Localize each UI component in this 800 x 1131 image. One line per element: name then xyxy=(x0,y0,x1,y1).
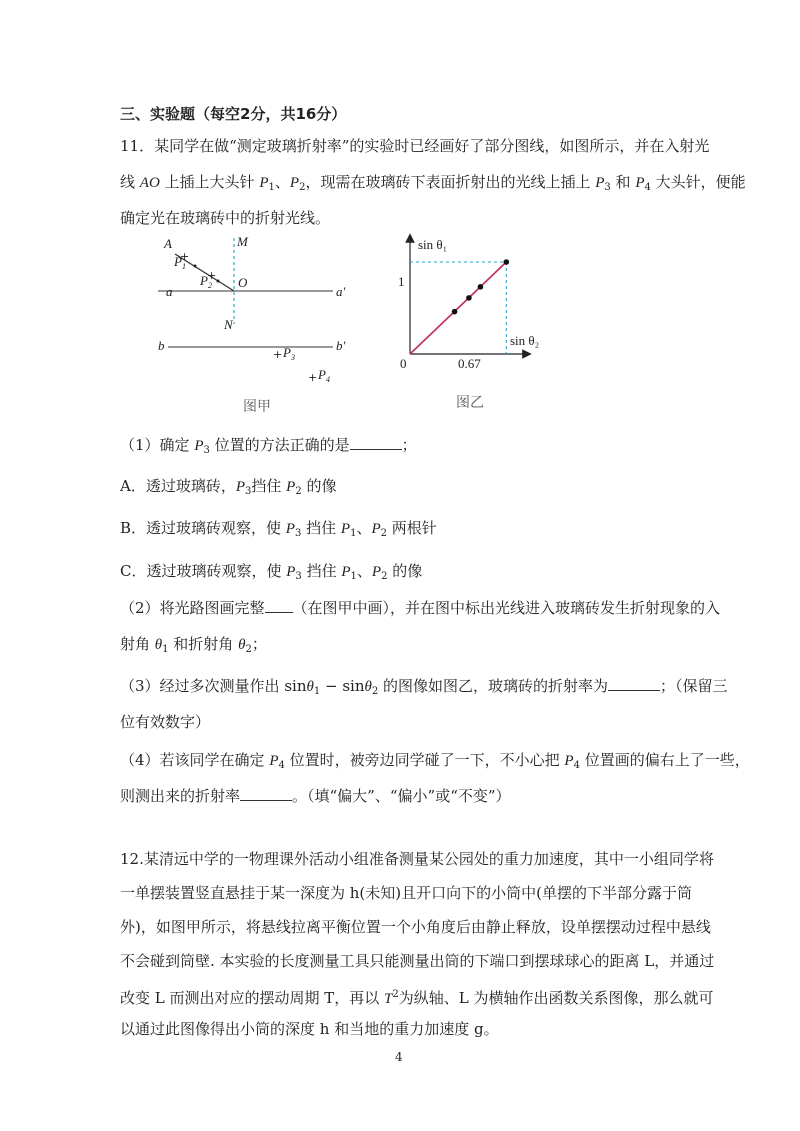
figure-yi-chart xyxy=(392,232,562,382)
label-A: A xyxy=(164,236,172,251)
page-number: 4 xyxy=(395,1050,403,1064)
label-N: N xyxy=(224,317,233,332)
answer-blank-3[interactable] xyxy=(608,676,660,691)
data-point-1 xyxy=(452,309,458,315)
label-P4: $P_4$ xyxy=(318,367,330,384)
section-title: 三、实验题（每空2分，共16分） xyxy=(120,105,347,123)
y-tick-label: 1 xyxy=(398,274,405,289)
x-tick-label: 0.67 xyxy=(458,356,481,371)
data-point-4 xyxy=(504,259,510,265)
q12-line4: 不会碰到筒壁. 本实验的长度测量工具只能测量出筒的下端口到摆球球心的距离 L，并通过 xyxy=(120,952,715,970)
label-b: b xyxy=(158,338,165,353)
x-axis-label: sin θ₂ xyxy=(510,333,540,348)
pin-p1-dot xyxy=(194,265,197,268)
q11-intro-line3: 确定光在玻璃砖中的折射光线。 xyxy=(120,209,331,227)
pin-p2-mark: + xyxy=(207,269,217,282)
q11-sub3-line2: 位有效数字） xyxy=(120,713,211,731)
label-O: O xyxy=(238,275,248,290)
q11-intro-line1: 11．某同学在做“测定玻璃折射率”的实验时已经画好了部分图线，如图所示，并在入射光 xyxy=(120,137,710,155)
label-a-prime: a′ xyxy=(336,284,346,299)
q12-line6: 以通过此图像得出小筒的深度 h 和当地的重力加速度 g。 xyxy=(120,1020,499,1038)
label-P3: $P_3$ xyxy=(283,345,295,362)
label-P1: $P_1$ xyxy=(174,254,186,271)
option-c: C．透过玻璃砖观察，使 $P_3$ 挡住 $P_1$、$P_2$ 的像 xyxy=(120,562,423,582)
q12-line5: 改变 L 而测出对应的摆动周期 T，再以 $T^2$为纵轴、L 为横轴作出函数关系图像，那么就可 xyxy=(120,989,714,1007)
label-b-prime: b′ xyxy=(336,338,346,353)
y-axis-label: sin θ₁ xyxy=(418,237,448,252)
q12-line2: 一单摆装置竖直悬挂于某一深度为 h(未知)且开口向下的小筒中(单摆的下半部分露于筒 xyxy=(120,884,692,902)
data-point-3 xyxy=(478,284,484,290)
q11-sub4-line1: （4）若该同学在确定 $P_4$ 位置时，被旁边同学碰了一下，不小心把 $P_4$ 位置画的偏右上了一些， xyxy=(120,751,750,771)
label-P2: $P_2$ xyxy=(200,273,212,290)
pin-p3-mark: + xyxy=(273,348,283,361)
option-b: B．透过玻璃砖观察，使 $P_3$ 挡住 $P_1$、$P_2$ 两根针 xyxy=(120,519,437,539)
figure-jia-caption: 图甲 xyxy=(243,399,271,415)
pin-p4-mark: + xyxy=(308,371,318,384)
figure-yi-caption: 图乙 xyxy=(456,395,484,411)
option-a: A．透过玻璃砖，$P_3$挡住 $P_2$ 的像 xyxy=(120,477,337,497)
label-M: M xyxy=(237,234,248,249)
answer-blank-2[interactable] xyxy=(265,598,293,613)
data-point-2 xyxy=(466,295,472,301)
figure-jia xyxy=(158,230,358,410)
q11-sub3-line1: （3）经过多次测量作出 sinθ$_1$ − sinθ$_2$ 的图像如图乙，玻璃砖的折射率为 ；（保留三 xyxy=(120,677,728,697)
pin-p1-mark: + xyxy=(180,250,190,263)
q11-sub2-line2: 射角 $\theta_1$ 和折射角 $\theta_2$； xyxy=(120,635,267,655)
origin-label: 0 xyxy=(400,356,407,371)
label-a: a xyxy=(166,284,173,299)
q11-intro-line2: 线 AO 上插上大头针 $P_1$、$P_2$，现需在玻璃砖下表面折射出的光线上插上 $P_3$ 和 $P_4$ 大头针，便能 xyxy=(120,173,746,193)
q11-sub4-line2: 则测出来的折射率 。（填“偏大”、“偏小”或“不变”） xyxy=(120,787,511,805)
series-line xyxy=(410,262,506,354)
q11-sub1: （1）确定 $P_3$ 位置的方法正确的是 ； xyxy=(120,436,417,456)
answer-blank-4[interactable] xyxy=(240,786,292,801)
answer-blank-1[interactable] xyxy=(350,435,402,450)
q12-line3: 外)，如图甲所示，将悬线拉离平衡位置一个小角度后由静止释放，设单摆摆动过程中悬线 xyxy=(120,918,711,936)
q11-sub2-line1: （2）将光路图画完整 （在图甲中画），并在图中标出光线进入玻璃砖发生折射现象的入 xyxy=(120,599,721,617)
q12-line1: 12.某清远中学的一物理课外活动小组准备测量某公园处的重力加速度，其中一小组同学将 xyxy=(120,850,714,868)
pin-p2-dot xyxy=(217,280,220,283)
